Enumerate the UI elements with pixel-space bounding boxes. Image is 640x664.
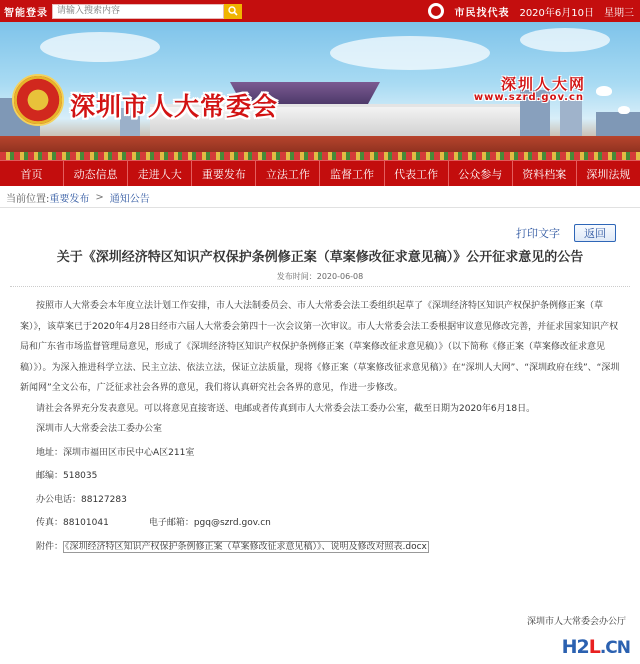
- main-nav: [0, 160, 640, 186]
- nav-item-participation[interactable]: 公众参与: [449, 161, 513, 186]
- rep-logo-icon: [428, 3, 444, 19]
- search-button[interactable]: [224, 4, 242, 19]
- attachment-label: 附件：: [36, 541, 64, 552]
- nav-item-supervision[interactable]: 监督工作: [320, 161, 384, 186]
- current-date: 2020年6月10日: [519, 7, 594, 19]
- article-paragraph-1: 按照市人大常委会本年度立法计划工作安排，市人大法制委员会、市人大常委会法工委组织起草了《深圳经济特区知识产权保护条例修正案（草案）》，该草案已于2020年4月28日经市六届人大常委会第四十一次会议第一次审议。市人大常委会法工委根据审议意见修改完善，并征求国家知识产权局和广东省市场监督管理局意见，形成了《深圳经济特区知识产权保护条例修正案（草案修改征求意见稿）》（以下简称《修正案（草案修改征求意见稿）》）。为深入推进科学立法、民主立法、依法立法，保证立法质量，现将《修正案（草案修改征求意见稿）》在“深圳人大网”、“深圳政府在线”、“深圳新闻网”全文公布，广泛征求社会各界的意见，我们将认真研究社会各界的意见，作进一步修改。: [20, 301, 620, 393]
- search-box: [52, 4, 242, 19]
- nav-item-news[interactable]: 动态信息: [64, 161, 128, 186]
- office-address: 地址：深圳市福田区市民中心A区211室: [36, 447, 195, 458]
- office-fax: 传真：88101041: [36, 518, 109, 528]
- top-bar: [0, 0, 640, 22]
- office-name: 深圳市人大常委会法工委办公室: [36, 424, 163, 434]
- breadcrumb-notices-link[interactable]: 通知公告: [109, 194, 150, 205]
- back-button[interactable]: 返回: [574, 224, 616, 242]
- header-banner: [0, 22, 640, 160]
- breadcrumb-prefix: 当前位置:: [6, 194, 50, 205]
- print-text-link[interactable]: 打印文字: [516, 227, 560, 240]
- brand-name: 深圳人大网: [500, 75, 586, 93]
- nav-item-releases[interactable]: 重要发布: [192, 161, 256, 186]
- nav-item-representatives[interactable]: 代表工作: [385, 161, 449, 186]
- nav-item-home[interactable]: 首页: [0, 161, 64, 186]
- top-bar-left-text[interactable]: 智能登录: [4, 7, 48, 19]
- article-title: 关于《深圳经济特区知识产权保护条例修正案（草案修改征求意见稿）》公开征求意见的公告: [56, 250, 584, 265]
- breadcrumb-separator: >: [95, 192, 104, 203]
- top-bar-right: [428, 0, 634, 22]
- attachment-row: [36, 537, 624, 558]
- article-paragraph-2: 请社会各界充分发表意见。可以将意见直接寄送、电邮或者传真到市人大常委会法工委办公室，截至日期为2020年6月18日。: [36, 403, 536, 414]
- article-body: [20, 296, 624, 560]
- signature: 深圳市人大常委会办公厅: [526, 617, 626, 627]
- search-icon: [228, 6, 238, 16]
- office-email[interactable]: 电子邮箱：pgq@szrd.gov.cn: [148, 518, 271, 528]
- national-emblem-icon: [12, 74, 64, 126]
- nav-item-about[interactable]: 走进人大: [128, 161, 192, 186]
- attachment-link[interactable]: 《深圳经济特区知识产权保护条例修正案（草案修改征求意见稿）》、说明及修改对照表.docx: [65, 541, 427, 552]
- title-divider: [10, 286, 630, 287]
- weekday: 星期三: [604, 7, 634, 19]
- citizen-find-rep-link[interactable]: 市民找代表: [454, 7, 510, 19]
- nav-item-legislation[interactable]: 立法工作: [256, 161, 320, 186]
- article-tools: [516, 224, 616, 242]
- nav-item-archives[interactable]: 资料档案: [513, 161, 577, 186]
- watermark-logo: H2L.CN: [561, 636, 630, 658]
- search-input[interactable]: [52, 4, 224, 19]
- office-phone: 办公电话：88127283: [36, 494, 127, 505]
- site-title: 深圳市人大常委会: [70, 92, 279, 121]
- brand-url: www.szrd.gov.cn: [473, 92, 584, 103]
- fax-email-row: [36, 513, 624, 534]
- breadcrumb: [0, 188, 640, 208]
- breadcrumb-releases-link[interactable]: 重要发布: [49, 194, 90, 205]
- office-postcode: 邮编：518035: [36, 471, 98, 481]
- nav-item-regulations[interactable]: 深圳法规: [586, 167, 631, 181]
- publish-date: 发布时间：2020-06-08: [276, 272, 364, 281]
